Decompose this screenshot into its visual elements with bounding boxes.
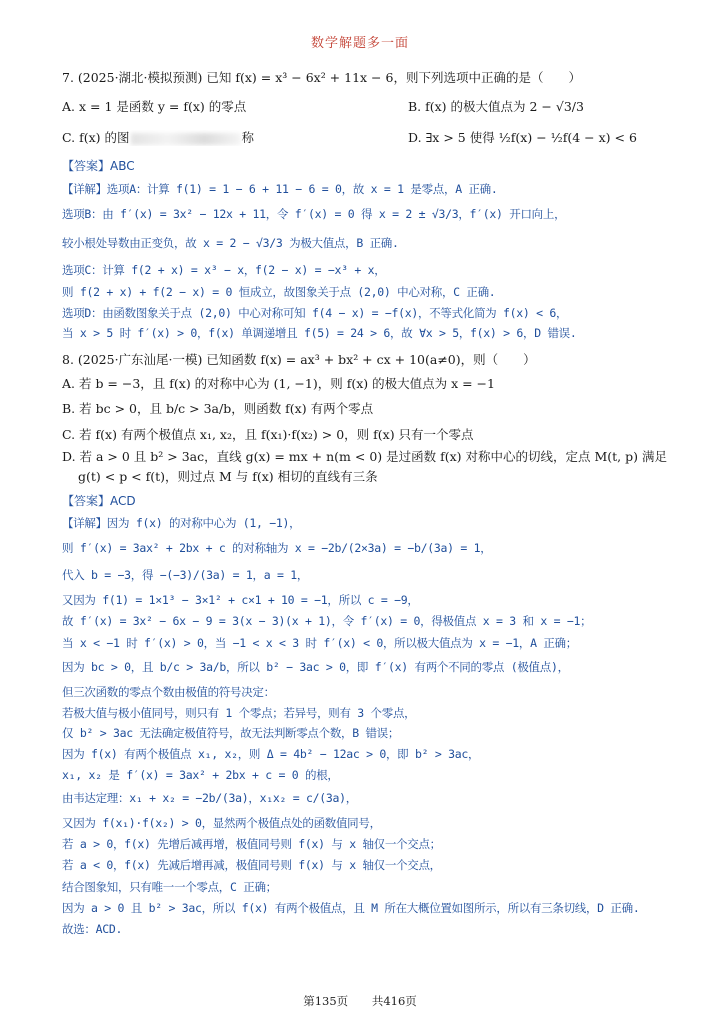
q7-solution-line: 选项C：计算 f(2 + x) = x³ − x，f(2 − x) = −x³ + x，	[62, 263, 386, 277]
q8-solution-line: 当 x < −1 时 f′(x) > 0，当 −1 < x < 3 时 f′(x) < 0，所以极大值点为 x = −1，A 正确；	[62, 636, 577, 650]
q8-solution-line: 则 f′(x) = 3ax² + 2bx + c 的对称轴为 x = −2b/(2×3a) = −b/(3a) = 1，	[62, 541, 492, 555]
q7-answer: 【答案】ABC	[62, 159, 135, 173]
q8-solution-line: 又因为 f(1) = 1×1³ − 3×1² + c×1 + 10 = −1，所以 c = −9，	[62, 593, 419, 607]
q8-solution-line: 若 a > 0，f(x) 先增后减再增，极值同号则 f(x) 与 x 轴仅一个交点；	[62, 837, 441, 851]
q7-stem: 7. (2025·湖北·模拟预测) 已知 f(x) = x³ − 6x² + 11x − 6，则下列选项中正确的是（ ）	[62, 70, 581, 85]
q7-solution-line: 当 x > 5 时 f′(x) > 0，f(x) 单调递增且 f(5) = 24 > 6，故 ∀x > 5，f(x) > 6，D 错误.	[62, 326, 577, 340]
page-number: 第135页	[303, 994, 349, 1008]
q8-solution-line: 仅 b² > 3ac 无法确定极值符号，故无法判断零点个数，B 错误；	[62, 726, 400, 740]
q7-option-c-text: C. f(x) 的图	[62, 130, 130, 145]
q7-option-a	[62, 99, 682, 115]
q8-solution-line: 若 a < 0，f(x) 先减后增再减，极值同号则 f(x) 与 x 轴仅一个交点，	[62, 858, 441, 872]
q8-solution-line: 代入 b = −3，得 −(−3)/(3a) = 1，a = 1，	[62, 568, 309, 582]
page-header-title: 数学解题多一面	[310, 36, 409, 51]
q7-solution-line: 选项D：由函数图象关于点 (2,0) 中心对称可知 f(4 − x) = −f(x)，不等式化简为 f(x) < 6，	[62, 306, 568, 320]
blurred-region	[131, 133, 241, 145]
q8-solution-line: x₁, x₂ 是 f′(x) = 3ax² + 2bx + c = 0 的根，	[62, 768, 339, 782]
q8-solution-line: 故 f′(x) = 3x² − 6x − 9 = 3(x − 3)(x + 1)，令 f′(x) = 0，得极值点 x = 3 和 x = −1；	[62, 614, 592, 628]
q7-option-c	[62, 130, 682, 146]
q7-option-b-text: B. f(x) 的极大值点为 2 − √3/3	[408, 99, 584, 114]
q8-option-c: C. 若 f(x) 有两个极值点 x₁, x₂，且 f(x₁)·f(x₂) > 0，则 f(x) 只有一个零点	[62, 427, 474, 442]
page-footer	[0, 993, 720, 1009]
q8-solution-line: 又因为 f(x₁)·f(x₂) > 0，显然两个极值点处的函数值同号，	[62, 816, 381, 830]
q8-solution-line: 因为 f(x) 有两个极值点 x₁, x₂，则 Δ = 4b² − 12ac > 0，即 b² > 3ac，	[62, 747, 480, 761]
q8-option-a: A. 若 b = −3，且 f(x) 的对称中心为 (1, −1)，则 f(x) 的极大值点为 x = −1	[62, 376, 495, 391]
q8-stem: 8. (2025·广东汕尾·一模) 已知函数 f(x) = ax³ + bx² + cx + 10(a≠0)，则（ ）	[62, 352, 536, 367]
q7-solution-line: 【详解】选项A：计算 f(1) = 1 − 6 + 11 − 6 = 0，故 x = 1 是零点，A 正确.	[62, 182, 498, 196]
q7-solution-line: 则 f(2 + x) + f(2 − x) = 0 恒成立，故图象关于点 (2,0) 中心对称，C 正确.	[62, 285, 496, 299]
q7-option-d-text: D. ∃x > 5 使得 ½f(x) − ½f(4 − x) < 6	[408, 130, 637, 145]
q8-solution-line: 【详解】因为 f(x) 的对称中心为 (1, −1)，	[62, 516, 301, 530]
q8-solution-line: 由韦达定理：x₁ + x₂ = −2b/(3a)，x₁x₂ = c/(3a)，	[62, 791, 357, 805]
q8-solution-line: 故选：ACD.	[62, 922, 123, 936]
q8-option-d: D. 若 a > 0 且 b² > 3ac，直线 g(x) = mx + n(m < 0) 是过函数 f(x) 对称中心的切线，定点 M(t, p) 满足	[62, 449, 667, 464]
q8-answer: 【答案】ACD	[62, 494, 136, 508]
q8-option-d-cont: g(t) < p < f(t)，则过点 M 与 f(x) 相切的直线有三条	[78, 469, 378, 484]
q7-option-a-text: A. x = 1 是函数 y = f(x) 的零点	[62, 99, 247, 114]
q8-solution-line: 若极大值与极小值同号，则只有 1 个零点；若异号，则有 3 个零点，	[62, 706, 416, 720]
q7-option-c-tail: 称	[241, 130, 254, 145]
q8-solution-line: 因为 a > 0 且 b² > 3ac，所以 f(x) 有两个极值点，且 M 所在大概位置如图所示，所以有三条切线，D 正确.	[62, 901, 640, 915]
q8-option-b: B. 若 bc > 0，且 b/c > 3a/b，则函数 f(x) 有两个零点	[62, 401, 374, 416]
q7-solution-line: 选项B：由 f′(x) = 3x² − 12x + 11，令 f′(x) = 0 得 x = 2 ± √3/3，f′(x) 开口向上，	[62, 207, 566, 221]
q8-solution-line: 但三次函数的零点个数由极值的符号决定：	[62, 685, 275, 699]
q7-solution-line: 较小根处导数由正变负，故 x = 2 − √3/3 为极大值点，B 正确.	[62, 236, 399, 250]
page-total: 共416页	[371, 994, 417, 1008]
q8-solution-line: 因为 bc > 0，且 b/c > 3a/b，所以 b² − 3ac > 0，即 f′(x) 有两个不同的零点 (极值点)，	[62, 660, 569, 674]
q8-solution-line: 结合图象知，只有唯一一个零点，C 正确；	[62, 880, 277, 894]
